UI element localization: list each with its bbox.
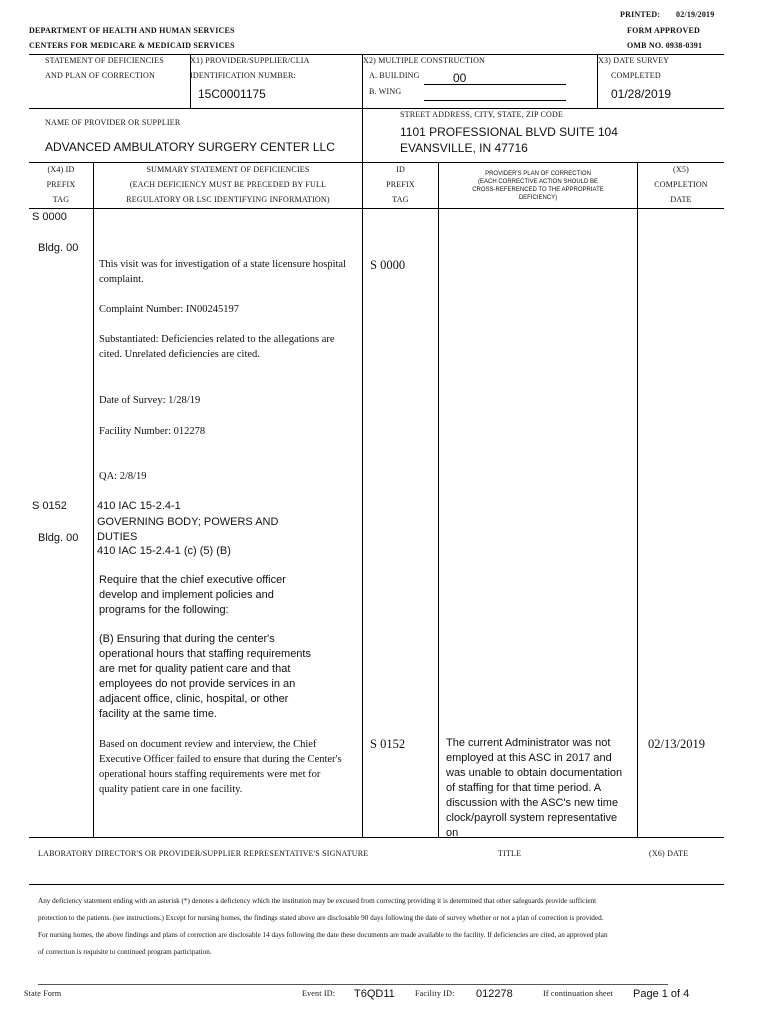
table-rule xyxy=(637,162,638,837)
building-label: A. BUILDING xyxy=(369,71,420,80)
ensuring-text: (B) Ensuring that during the center's operational hours that staffing requirements are met for quality patient care and that employees do not provide services in an adjacent office, clinic, hospital, or other facility at the same time. xyxy=(99,633,311,720)
address-label: STREET ADDRESS, CITY, STATE, ZIP CODE xyxy=(400,110,564,119)
table-rule xyxy=(29,162,724,163)
summary-header-2: (EACH DEFICIENCY MUST BE PRECEDED BY FULL xyxy=(129,180,327,189)
statement-label: STATEMENT OF DEFICIENCIES xyxy=(45,56,164,65)
table-rule xyxy=(29,208,724,209)
building-underline xyxy=(424,84,566,85)
table-rule xyxy=(438,162,439,837)
provider-name-label: NAME OF PROVIDER OR SUPPLIER xyxy=(45,118,181,127)
form-approved: FORM APPROVED xyxy=(627,26,701,35)
regulation-citation: 410 IAC 15-2.4-1 (c) (5) (B) xyxy=(97,545,231,557)
wing-underline xyxy=(424,100,566,101)
id-header-3: TAG xyxy=(392,195,409,204)
x5-header-3: DATE xyxy=(670,195,692,204)
plan-header-3: CROSS-REFERENCED TO THE APPROPRIATE xyxy=(472,187,604,193)
address-line-1: 1101 PROFESSIONAL BLVD SUITE 104 xyxy=(400,125,618,139)
tag-s0000: S 0000 xyxy=(32,211,67,223)
plan-header: PROVIDER'S PLAN OF CORRECTION xyxy=(485,171,591,177)
x4-header-3: TAG xyxy=(52,195,70,204)
address-line-2: EVANSVILLE, IN 47716 xyxy=(400,141,528,155)
id-header: ID xyxy=(396,165,405,174)
regulation-line: 410 IAC 15-2.4-1 xyxy=(97,500,181,512)
cms-heading: CENTERS FOR MEDICARE & MEDICAID SERVICES xyxy=(29,41,235,50)
x5-header-2: COMPLETION xyxy=(654,180,708,189)
facility-id-label: Facility ID: xyxy=(415,989,455,998)
disclosure-footnote: Any deficiency statement ending with an asterisk (*) denotes a deficiency which the institution may be excused from correcting providing it is determined that other safeguards provide sufficient protection to the patients. (see instructions.) Except for nursing homes, the findings stated above are disclosable 90 days following the date of survey whether or not a plan of correction is provided. For nursing homes, the above findings and plans of correction are disclosable 14 days following the date these documents are made available to the facility. If deficiencies are cited, an approved plan of correction is requisite to continued program participation. xyxy=(38,897,608,956)
department-heading: DEPARTMENT OF HEALTH AND HUMAN SERVICES xyxy=(29,26,235,35)
x2-label: X2) MULTIPLE CONSTRUCTION xyxy=(363,56,486,65)
event-id-value: T6QD11 xyxy=(354,988,395,1000)
printed-date: 02/19/2019 xyxy=(676,10,715,19)
right-tag-s0152: S 0152 xyxy=(370,737,406,751)
plan-label: AND PLAN OF CORRECTION xyxy=(45,71,155,80)
x3-label: X3) DATE SURVEY xyxy=(598,56,670,65)
state-form-label: State Form xyxy=(24,989,62,998)
x1-label-2: IDENTIFICATION NUMBER: xyxy=(190,71,296,80)
finding-text: Based on document review and interview, the Chief Executive Officer failed to ensure that during the Center's operational hours staffing requirements were met for quality patient care in one facility. xyxy=(99,739,342,795)
x6-date-label: (X6) DATE xyxy=(649,849,689,858)
x1-label: X1) PROVIDER/SUPPLIER/CLIA xyxy=(190,56,310,65)
table-rule xyxy=(29,54,724,55)
survey-date-text: Date of Survey: 1/28/19 xyxy=(99,395,201,406)
printed-label: PRINTED: xyxy=(620,10,661,19)
provider-id: 15C0001175 xyxy=(198,87,266,101)
regulation-title: GOVERNING BODY; POWERS AND DUTIES xyxy=(97,516,279,543)
plan-header-2: (EACH CORRECTIVE ACTION SHOULD BE xyxy=(477,179,599,185)
qa-text: QA: 2/8/19 xyxy=(99,471,147,482)
summary-header-3: REGULATORY OR LSC IDENTIFYING INFORMATION) xyxy=(126,195,330,204)
footer-rule xyxy=(38,984,668,985)
signature-label: LABORATORY DIRECTOR'S OR PROVIDER/SUPPLIER REPRESENTATIVE'S SIGNATURE xyxy=(38,849,369,858)
substantiated-text: Substantiated: Deficiencies related to the allegations are cited. Unrelated deficiencies are cited. xyxy=(99,334,335,360)
x4-header-2: PREFIX xyxy=(46,180,76,189)
continuation-label: If continuation sheet xyxy=(543,989,613,998)
summary-header: SUMMARY STATEMENT OF DEFICIENCIES xyxy=(146,165,310,174)
facility-id-value: 012278 xyxy=(476,988,513,1000)
table-rule xyxy=(29,108,724,109)
x5-header: (X5) xyxy=(673,165,689,174)
event-id-label: Event ID: xyxy=(302,989,336,998)
building-value: 00 xyxy=(453,71,467,85)
bldg-label: Bldg. 00 xyxy=(38,242,79,254)
signature-rule xyxy=(29,884,724,885)
facility-number-text: Facility Number: 012278 xyxy=(99,426,206,437)
requirement-text: Require that the chief executive officer develop and implement policies and programs for the following: xyxy=(99,574,286,616)
plan-of-correction-text: The current Administrator was not employed at this ASC in 2017 and was unable to obtain documentation of staffing for that time period. A discussion with the ASC's new time clock/payroll system representative on xyxy=(446,737,623,839)
tag-s0152: S 0152 xyxy=(32,500,67,512)
completion-date: 02/13/2019 xyxy=(648,737,705,751)
x3-label-2: COMPLETED xyxy=(611,71,661,80)
id-header-2: PREFIX xyxy=(386,180,415,189)
right-tag-s0000: S 0000 xyxy=(370,258,406,272)
wing-label: B. WING xyxy=(369,87,402,96)
visit-text: This visit was for investigation of a state licensure hospital complaint. xyxy=(99,259,346,285)
table-rule xyxy=(93,162,94,837)
survey-date: 01/28/2019 xyxy=(611,87,672,101)
provider-name: ADVANCED AMBULATORY SURGERY CENTER LLC xyxy=(45,140,335,154)
title-label: TITLE xyxy=(498,849,522,858)
complaint-number: Complaint Number: IN00245197 xyxy=(99,304,239,315)
page-number: Page 1 of 4 xyxy=(633,988,690,1000)
plan-header-4: DEFICIENCY) xyxy=(518,195,558,201)
omb-number: OMB NO. 0938-0391 xyxy=(627,41,703,50)
table-rule xyxy=(362,162,363,837)
bldg-label: Bldg. 00 xyxy=(38,532,79,544)
x4-header: (X4) ID xyxy=(47,165,75,174)
